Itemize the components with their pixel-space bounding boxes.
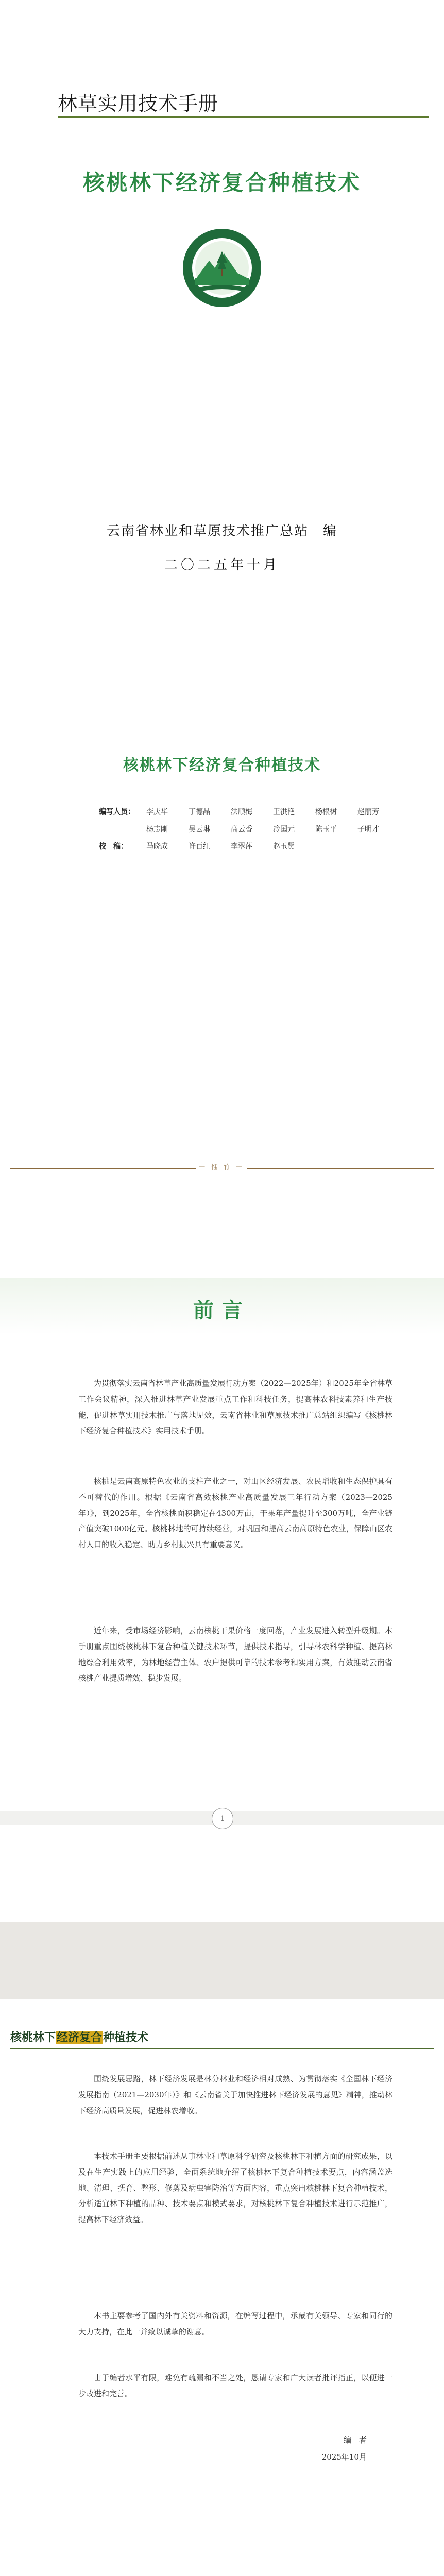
preface-paragraph: 为贯彻落实云南省林草产业高质量发展行动方案（2022—2025年）和2025年全省林草工作会议精神，深入推进林草产业发展重点工作和科技任务，提高林农科技素养和生产技能，促进林草实用技术推广与落地见效，云南省林业和草原技术推广总站组织编写《核桃林下经济复合种植技术》实用技术手册。 [78,1379,392,1436]
series-label: 林草实用技术手册 [58,92,219,115]
cover-page [0,0,444,851]
body-paragraph: 由于编者水平有限，难免有疏漏和不当之处，恳请专家和广大读者批评指正，以便进一步改进和完善。 [78,2373,392,2398]
running-header [10,2029,148,2045]
preface-paragraph: 核桃是云南高原特色农业的支柱产业之一，对山区经济发展、农民增收和生态保护具有不可替代的作用。根据《云南省高效核桃产业高质量发展三年行动方案（2023—2025年）》，到2025年，全省核桃面积稳定在4300万亩，干果年产量提升至300万吨，全产业链产值突破1000亿元。核桃林地的可持续经营，对巩固和提高云南高原特色农业，保障山区农村人口的收入稳定、助力乡村振兴具有重要意义。 [78,1477,392,1549]
editor-name: 杨根树 [315,808,337,816]
publish-date: 二〇二五年十月 [164,557,280,573]
reviewers-row [99,838,418,856]
inner-title: 核桃林下经济复合种植技术 [123,756,321,774]
editor-name: 丁德晶 [189,808,210,816]
reviewer-name: 赵玉贤 [273,842,295,851]
editor-name: 冷国元 [273,825,295,834]
editor-name: 杨志刚 [146,825,168,834]
editor-name: 高云香 [231,825,252,834]
sign-date: 2025年10月 [321,2452,367,2462]
editors-list [146,804,418,838]
preface-heading: 前言 [193,1299,251,1323]
body-paragraph: 围绕发展思路，林下经济发展是林分林业和经济相对成熟、为贯彻落实《全国林下经济发展指南（2021—2030年）》和《云南省关于加快推进林下经济发展的意见》精神，推动林下经济高质量发展，促进林农增收。 [78,2074,392,2115]
header-rule [10,2048,434,2049]
editor-name: 李庆华 [146,808,168,816]
page-gap [0,1922,444,1999]
running-head-highlight: 经济复合 [57,2031,103,2044]
forestry-emblem-icon [181,227,263,309]
body-paragraph: 本技术手册主要根据前述从事林业和草原科学研究及核桃林下种植方面的研究成果，以及在生产实践上的应用经验，全面系统地介绍了核桃林下复合种植技术要点，内容涵盖选地、清理、抚育、整形、修剪及病虫害防治等方面内容，重点突出核桃林下复合种植技术，分析适宜林下种植的品种、技术要点和模式要求，对核桃林下复合种植技术进行示范推广，提高林下经济效益。 [78,2151,392,2224]
editors-label: 编写人员： [99,808,135,816]
editor-name: 吴云琳 [189,825,210,834]
cover-rule [58,116,429,118]
editor-name: 子明才 [357,825,379,834]
editor-name: 陈玉平 [315,825,337,834]
reviewer-name: 许百红 [189,842,210,851]
sign-editor: 编 者 [343,2435,367,2445]
preface-continued-page [0,1999,444,2576]
editor-name: 王洪艳 [273,808,295,816]
preface-paragraph: 近年来，受市场经济影响，云南核桃干果价格一度回落，产业发展进入转型升级期。本手册重点围绕核桃林下复合种植关键技术环节，提供技术指导，引导林农科学种植、提高林地综合利用效率，为林地经营主体、农户提供可靠的技术参考和实用方案，有效推动云南省核桃产业提质增效、稳步发展。 [78,1626,392,1683]
page-number: 1 [212,1808,233,1829]
editor-name: 赵丽芳 [357,808,379,816]
reviewers-list [146,838,418,856]
ornament-tag: 一 惟 竹 一 [196,1162,247,1171]
running-head-pre: 核桃林下 [10,2031,56,2044]
editors-row [99,804,418,838]
publisher: 云南省林业和草原技术推广总站 编 [106,523,337,539]
editor-name: 洪顺梅 [231,808,252,816]
reviewer-name: 李翠萍 [231,842,252,851]
preface-page [0,1200,444,1922]
reviewers-label: 校 稿： [99,842,128,851]
signature-block [322,2432,367,2466]
ornament-divider [0,1158,444,1179]
body-paragraph: 本书主要参考了国内外有关资料和资源，在编写过程中，承蒙有关领导、专家和同行的大力支持，在此一并致以诚挚的谢意。 [78,2311,392,2336]
running-head-post: 种植技术 [103,2031,149,2044]
cover-title: 核桃林下经济复合种植技术 [82,170,361,195]
credits-block [99,804,418,856]
reviewer-name: 马晓成 [146,842,168,851]
